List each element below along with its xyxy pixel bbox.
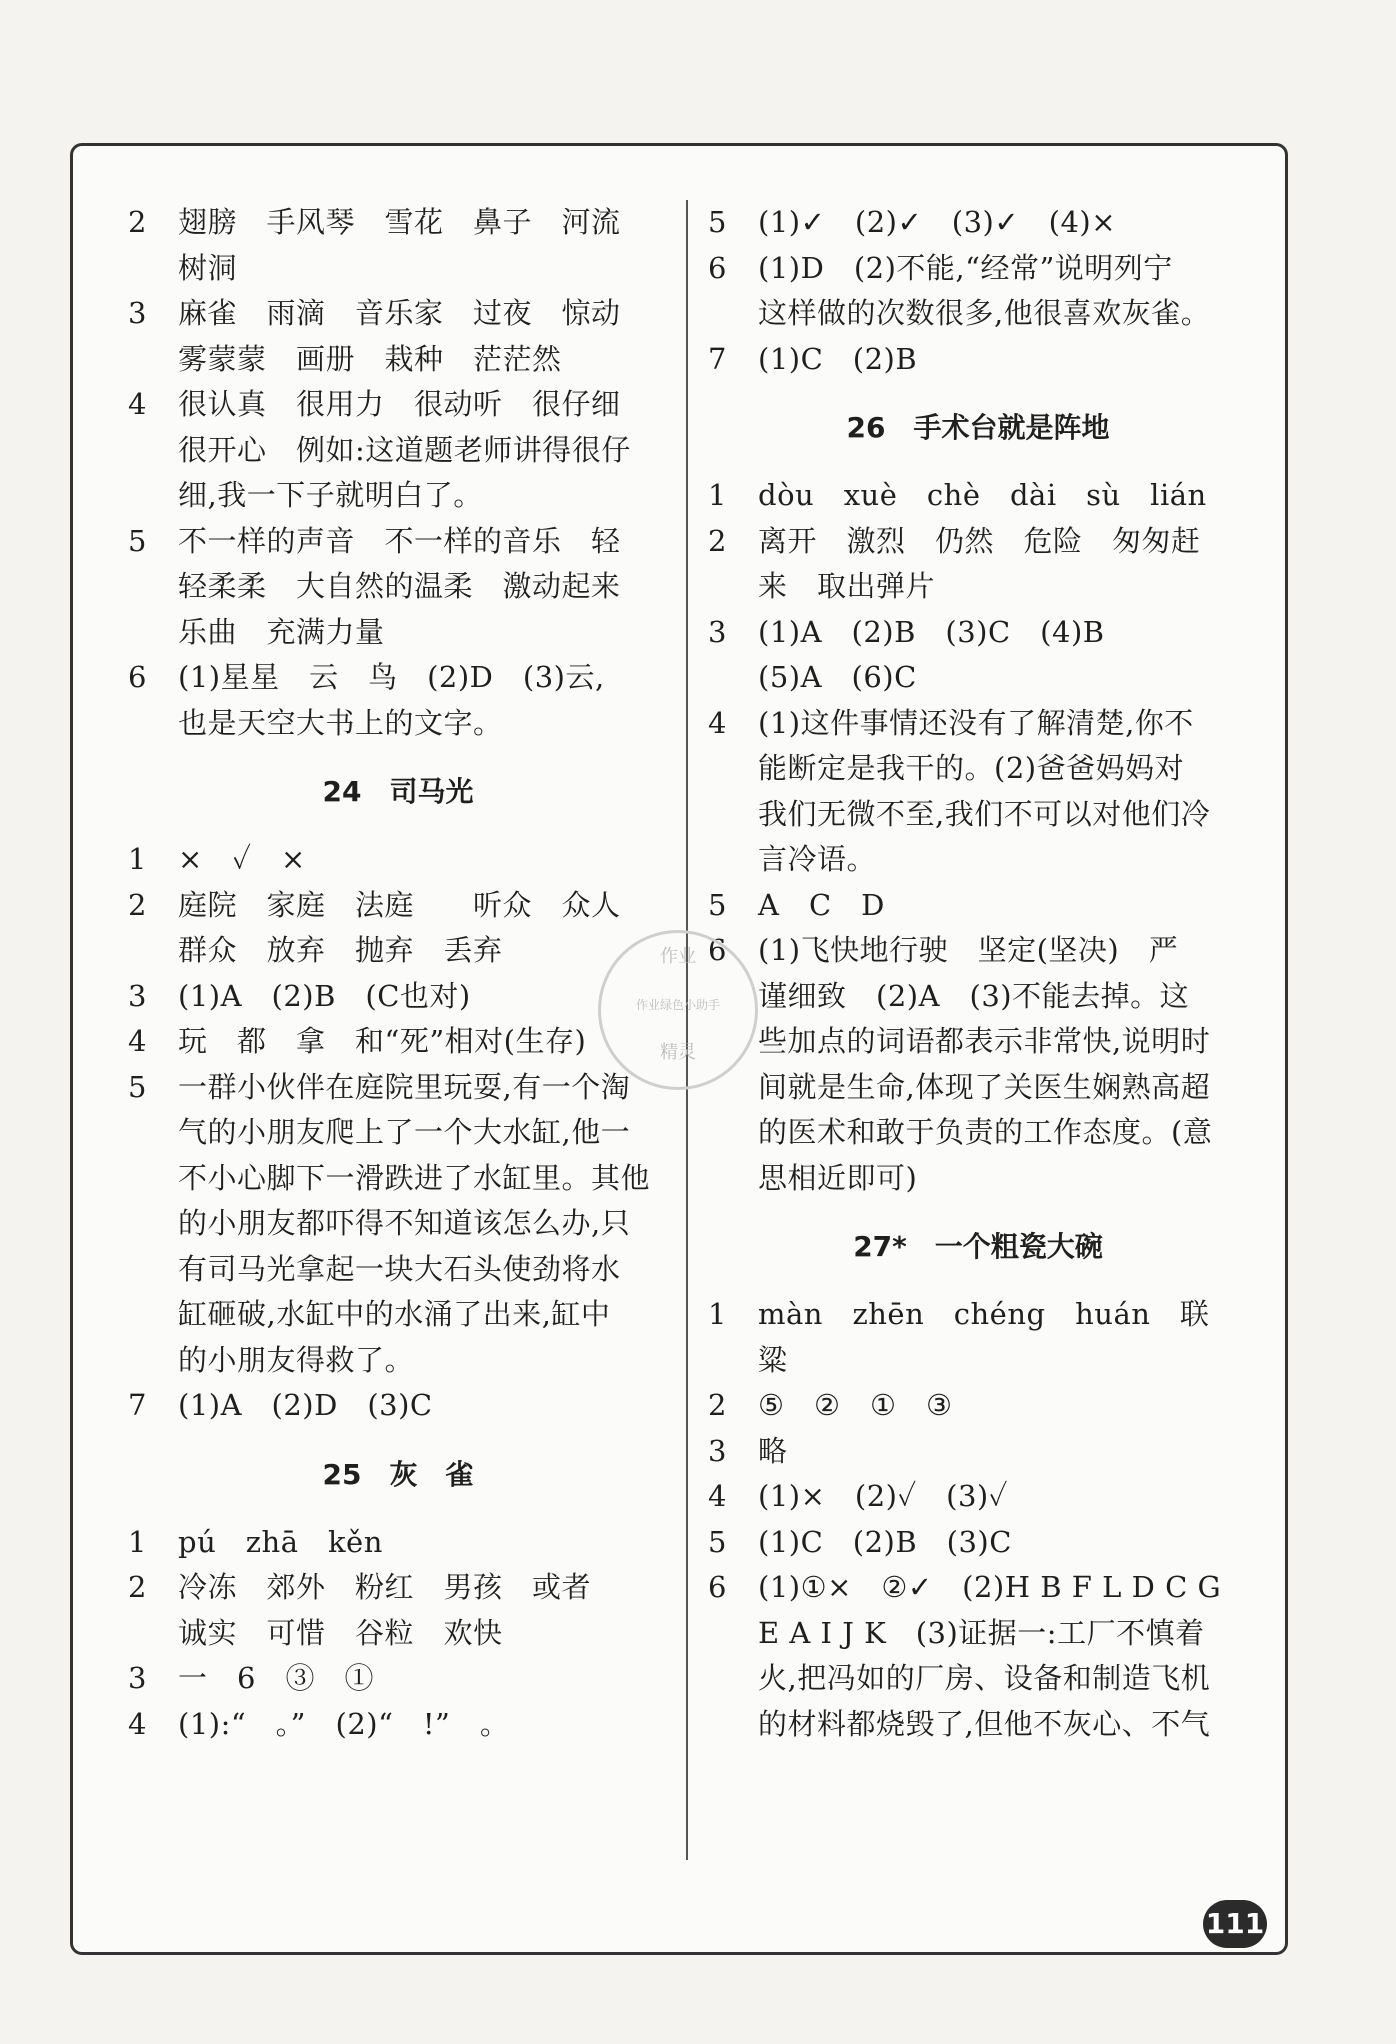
- answer-text: (1)星星 云 鸟 (2)D (3)云,: [178, 660, 605, 694]
- answer-text: 麻雀 雨滴 音乐家 过夜 惊动: [178, 296, 621, 330]
- answer-line: [708, 1474, 1248, 1520]
- answer-line: [128, 1156, 668, 1202]
- answer-text: 也是天空大书上的文字。: [178, 705, 503, 740]
- answer-line: [128, 1656, 668, 1702]
- question-number: 5: [128, 1069, 147, 1104]
- question-number: 4: [708, 705, 727, 740]
- answer-text: 诚实 可惜 谷粒 欢快: [178, 1615, 503, 1650]
- answer-text: màn zhēn chéng huán 联: [758, 1297, 1210, 1331]
- answer-line: [128, 200, 668, 246]
- answer-text: 来 取出弹片: [758, 569, 936, 603]
- section-title: 24 司马光: [322, 775, 474, 808]
- answer-line: [708, 1156, 1248, 1202]
- answer-text: 我们无微不至,我们不可以对他们冷: [758, 796, 1211, 831]
- answer-line: [708, 473, 1248, 519]
- answer-line: [128, 428, 668, 474]
- right-column: [708, 200, 1248, 1747]
- answer-text: (1)①× ②✓ (2)H B F L D C G: [758, 1570, 1222, 1604]
- answer-line: [128, 655, 668, 701]
- answer-text: 雾蒙蒙 画册 栽种 茫茫然: [178, 341, 562, 376]
- answer-line: [128, 1247, 668, 1293]
- answer-text: 的小朋友都吓得不知道该怎么办,只: [178, 1206, 631, 1240]
- answer-text: 火,把冯如的厂房、设备和制造飞机: [758, 1661, 1211, 1695]
- answer-line: [128, 1565, 668, 1611]
- answer-text: (1)飞快地行驶 坚定(坚决) 严: [758, 933, 1179, 967]
- answer-line: [128, 1201, 668, 1247]
- answer-text: 翅膀 手风琴 雪花 鼻子 河流: [178, 205, 621, 239]
- answer-line: [128, 337, 668, 383]
- answer-line: [708, 1702, 1248, 1748]
- answer-text: (1)A (2)B (3)C (4)B: [758, 614, 1105, 649]
- question-number: 7: [708, 341, 727, 376]
- answer-text: × ✓ ×: [178, 842, 306, 876]
- answer-line: [128, 519, 668, 565]
- question-number: 2: [708, 523, 727, 558]
- answer-text: 群众 放弃 抛弃 丢弃: [178, 933, 503, 967]
- answer-line: [128, 246, 668, 292]
- answer-text: (1)A (2)B (C也对): [178, 978, 471, 1013]
- question-number: 3: [128, 296, 147, 330]
- left-column: [128, 200, 668, 1747]
- answer-text: 乐曲 充满力量: [178, 614, 385, 649]
- answer-line: [708, 246, 1248, 292]
- answer-line: [708, 792, 1248, 838]
- question-number: 1: [708, 1297, 727, 1331]
- answer-text: (1):“ 。” (2)“ !” 。: [178, 1706, 510, 1741]
- answer-line: [708, 1429, 1248, 1475]
- answer-line: [708, 1292, 1248, 1338]
- answer-text: (1)× (2)✓ (3)✓: [758, 1479, 1008, 1513]
- answer-line: [128, 564, 668, 610]
- question-number: 4: [128, 387, 147, 421]
- question-number: 3: [708, 1433, 727, 1468]
- question-number: 3: [128, 1661, 147, 1695]
- answer-line: [128, 291, 668, 337]
- answer-text: (1)A (2)D (3)C: [178, 1388, 433, 1422]
- answer-text: 有司马光拿起一块大石头使劲将水: [178, 1251, 621, 1286]
- answer-line: [708, 746, 1248, 792]
- answer-line: [128, 974, 668, 1020]
- answer-text: 树洞: [178, 250, 238, 285]
- answer-line: [708, 701, 1248, 747]
- answer-line: [128, 1702, 668, 1748]
- answer-text: (1)这件事情还没有了解清楚,你不: [758, 705, 1194, 740]
- question-number: 2: [708, 1388, 727, 1422]
- watermark-stamp: [598, 930, 758, 1090]
- answer-line: [128, 1611, 668, 1657]
- answer-line: [708, 1019, 1248, 1065]
- answer-text: 很认真 很用力 很动听 很仔细: [178, 387, 621, 421]
- question-number: 6: [708, 250, 727, 285]
- answer-text: 能断定是我干的。(2)爸爸妈妈对: [758, 751, 1185, 785]
- answer-line: [128, 473, 668, 519]
- answer-text: 的小朋友得救了。: [178, 1342, 415, 1377]
- answer-line: [708, 564, 1248, 610]
- answer-text: 这样做的次数很多,他很喜欢灰雀。: [758, 296, 1211, 330]
- answer-text: 思相近即可): [758, 1160, 918, 1195]
- answer-text: 间就是生命,体现了关医生娴熟高超: [758, 1069, 1211, 1104]
- question-number: 1: [128, 842, 147, 876]
- answer-text: 些加点的词语都表示非常快,说明时: [758, 1024, 1211, 1058]
- answer-text: 不一样的声音 不一样的音乐 轻: [178, 523, 621, 558]
- answer-line: [708, 1656, 1248, 1702]
- answer-line: [708, 655, 1248, 701]
- answer-text: A C D: [758, 887, 885, 922]
- answer-text: 很开心 例如:这道题老师讲得很仔: [178, 432, 631, 467]
- answer-line: [708, 200, 1248, 246]
- answer-line: [708, 883, 1248, 929]
- answer-line: [708, 1065, 1248, 1111]
- question-number: 3: [708, 614, 727, 649]
- answer-text: 言冷语。: [758, 842, 877, 876]
- answer-line: [708, 1565, 1248, 1611]
- answer-line: [128, 1065, 668, 1111]
- watermark-stamp-bottom: 精灵: [660, 1042, 696, 1063]
- question-number: 5: [708, 205, 727, 239]
- answer-text: pú zhā kěn: [178, 1524, 383, 1559]
- watermark-stamp-mid: 作业绿色小助手: [635, 998, 720, 1012]
- question-number: 4: [128, 1706, 147, 1741]
- answer-text: (1)C (2)B: [758, 341, 918, 376]
- question-number: 2: [128, 205, 147, 239]
- answer-text: (5)A (6)C: [758, 660, 917, 694]
- answer-line: [128, 837, 668, 883]
- answer-text: 的材料都烧毁了,但他不灰心、不气: [758, 1706, 1211, 1741]
- answer-text: 粱: [758, 1342, 788, 1377]
- question-number: 5: [128, 523, 147, 558]
- answer-line: [128, 1520, 668, 1566]
- answer-line: [128, 701, 668, 747]
- answer-line: [708, 337, 1248, 383]
- answer-line: [128, 1019, 668, 1065]
- question-number: 6: [708, 1570, 727, 1604]
- watermark-stamp-top: 作业: [660, 946, 696, 967]
- answer-line: [708, 519, 1248, 565]
- page-number-badge: 111: [1203, 1900, 1267, 1948]
- question-number: 2: [128, 887, 147, 922]
- question-number: 5: [708, 1524, 727, 1559]
- answer-text: 不小心脚下一滑跌进了水缸里。其他: [178, 1160, 651, 1195]
- answer-line: [128, 610, 668, 656]
- section-title: 27* 一个粗瓷大碗: [853, 1230, 1103, 1263]
- answer-line: [708, 837, 1248, 883]
- question-number: 6: [708, 933, 727, 967]
- answer-line: [128, 1292, 668, 1338]
- section-title: 25 灰 雀: [322, 1457, 474, 1491]
- question-number: 4: [708, 1479, 727, 1513]
- answer-text: 冷冻 郊外 粉红 男孩 或者: [178, 1570, 592, 1604]
- section-title: 26 手术台就是阵地: [846, 411, 1110, 444]
- question-number: 1: [128, 1524, 147, 1559]
- answer-text: 的医术和敢于负责的工作态度。(意: [758, 1115, 1213, 1149]
- answer-text: E A I J K (3)证据一:工厂不慎着: [758, 1615, 1205, 1650]
- answer-line: [708, 974, 1248, 1020]
- answer-line: [708, 1611, 1248, 1657]
- question-number: 6: [128, 660, 147, 694]
- answer-text: 细,我一下子就明白了。: [178, 478, 483, 512]
- answer-text: 一群小伙伴在庭院里玩耍,有一个淘: [178, 1069, 631, 1104]
- answer-text: (1)✓ (2)✓ (3)✓ (4)×: [758, 205, 1117, 239]
- answer-text: 庭院 家庭 法庭 听众 众人: [178, 887, 621, 922]
- answer-line: [128, 1383, 668, 1429]
- question-number: 1: [708, 478, 727, 512]
- answer-line: [708, 1338, 1248, 1384]
- question-number: 2: [128, 1570, 147, 1604]
- answer-line: [128, 883, 668, 929]
- answer-line: [708, 291, 1248, 337]
- question-number: 3: [128, 978, 147, 1013]
- answer-text: (1)D (2)不能,“经常”说明列宁: [758, 250, 1173, 285]
- answer-text: 离开 激烈 仍然 危险 匆匆赶: [758, 523, 1201, 558]
- answer-text: ⑤ ② ① ③: [758, 1388, 953, 1422]
- question-number: 4: [128, 1024, 147, 1058]
- answer-text: 气的小朋友爬上了一个大水缸,他一: [178, 1115, 631, 1149]
- answer-line: [708, 1520, 1248, 1566]
- answer-text: dòu xuè chè dài sù lián: [758, 478, 1207, 512]
- answer-line: [708, 610, 1248, 656]
- answer-text: 缸砸破,水缸中的水涌了出来,缸中: [178, 1297, 611, 1331]
- answer-text: 玩 都 拿 和“死”相对(生存): [178, 1024, 587, 1058]
- question-number: 5: [708, 887, 727, 922]
- answer-line: [128, 1110, 668, 1156]
- answer-line: [128, 382, 668, 428]
- answer-text: 轻柔柔 大自然的温柔 激动起来: [178, 569, 621, 603]
- answer-text: (1)C (2)B (3)C: [758, 1524, 1012, 1559]
- answer-line: [708, 1110, 1248, 1156]
- question-number: 7: [128, 1388, 147, 1422]
- answer-line: [708, 928, 1248, 974]
- answer-line: [128, 928, 668, 974]
- answer-line: [128, 1338, 668, 1384]
- answer-text: 一 6 ③ ①: [178, 1661, 374, 1695]
- answer-text: 略: [758, 1433, 788, 1468]
- answer-line: [708, 1383, 1248, 1429]
- answer-text: 谨细致 (2)A (3)不能去掉。这: [758, 978, 1190, 1013]
